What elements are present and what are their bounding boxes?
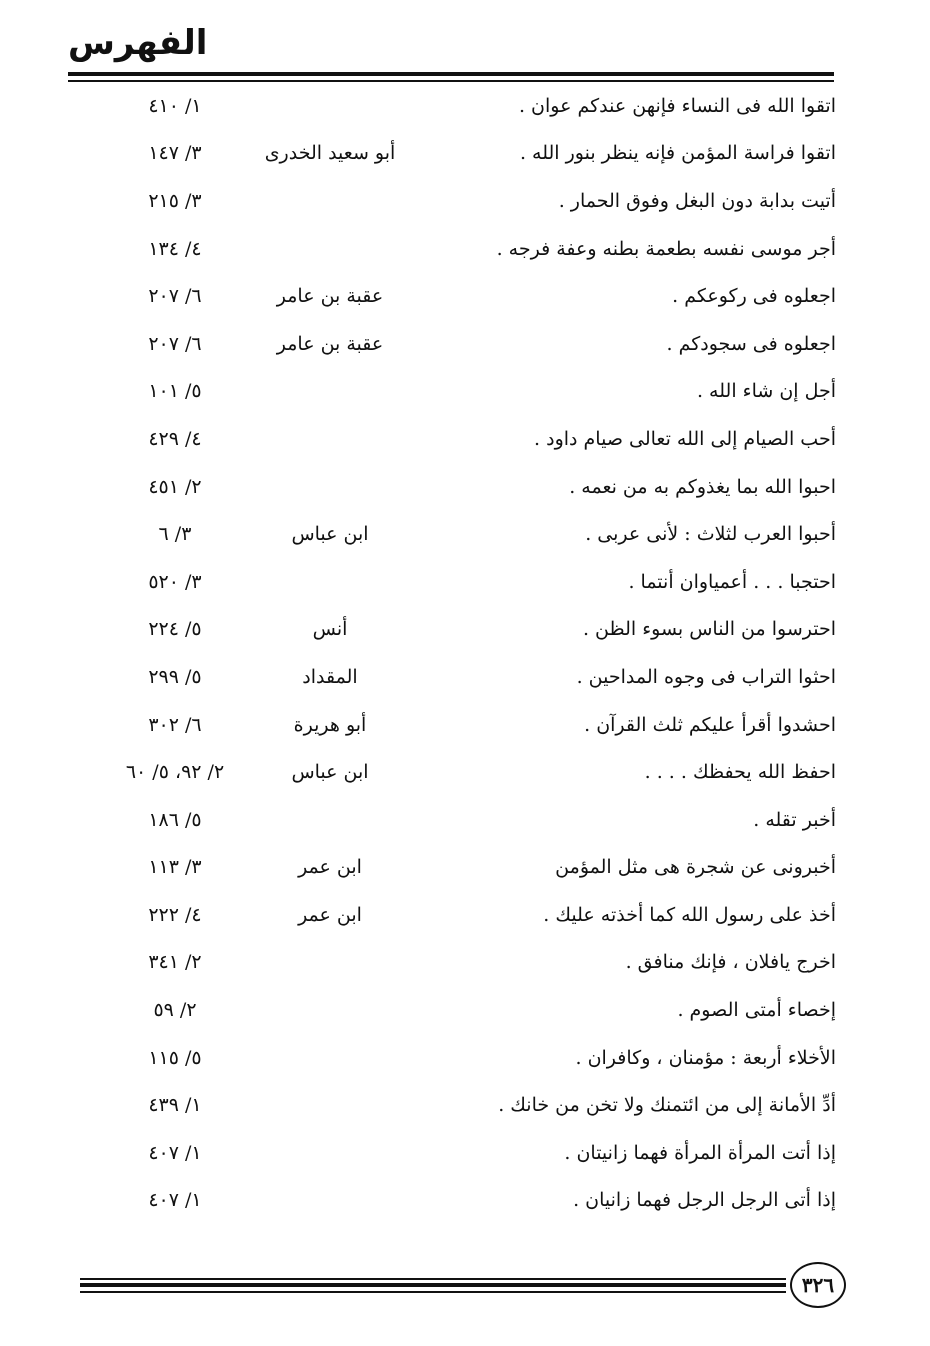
index-row	[0, 748, 930, 796]
hadith-text: أجل إن شاء الله .	[696, 380, 836, 403]
narrator: ابن عباس	[291, 523, 369, 546]
hadith-text: أحب الصيام إلى الله تعالى صيام داود .	[534, 427, 836, 450]
index-row	[0, 225, 930, 273]
narrator: المقداد	[302, 665, 358, 688]
hadith-text: أخبرونى عن شجرة هى مثل المؤمن	[555, 856, 836, 879]
narrator: أبو هريرة	[293, 713, 367, 736]
hadith-text: اخرج يافلان ، فإنك منافق .	[625, 951, 836, 974]
hadith-text: أجر موسى نفسه بطعمة بطنه وعفة فرجه .	[496, 237, 836, 260]
index-row	[0, 653, 930, 701]
hadith-text: احثوا التراب فى وجوه المداحين .	[576, 665, 836, 688]
hadith-text: أدِّ الأمانة إلى من ائتمنك ولا تخن من خانك .	[498, 1094, 836, 1117]
hadith-text: اجعلوه فى سجودكم .	[666, 332, 836, 355]
volume-page-ref: ١/ ٤١٠	[148, 94, 202, 117]
index-row	[0, 558, 930, 606]
volume-page-ref: ٦/ ٣٠٢	[148, 713, 202, 736]
index-row	[0, 606, 930, 654]
volume-page-ref: ٥/ ١٨٦	[148, 808, 202, 831]
hadith-text: أتيت بدابة دون البغل وفوق الحمار .	[558, 189, 836, 212]
index-row	[0, 272, 930, 320]
hadith-text: اتقوا فراسة المؤمن فإنه ينظر بنور الله .	[519, 142, 836, 165]
hadith-text: إذا أتى الرجل الرجل فهما زانيان .	[573, 1189, 836, 1212]
volume-page-ref: ٥/ ٢٢٤	[148, 618, 202, 641]
narrator: أنس	[312, 618, 348, 641]
hadith-text: احشدوا أقرأ عليكم ثلث القرآن .	[584, 713, 836, 736]
header-rule-thick	[68, 72, 834, 76]
narrator: ابن عباس	[291, 761, 369, 784]
index-row	[0, 1081, 930, 1129]
index-row	[0, 1177, 930, 1225]
volume-page-ref: ١/ ٤٠٧	[148, 1141, 202, 1164]
narrator: ابن عمر	[298, 856, 362, 879]
index-row	[0, 986, 930, 1034]
volume-page-ref: ٤/ ١٣٤	[148, 237, 202, 260]
volume-page-ref: ١/ ٤٠٧	[148, 1189, 202, 1212]
volume-page-ref: ٣/ ٦	[158, 523, 192, 546]
volume-page-ref: ٢/ ٤٥١	[148, 475, 202, 498]
narrator: عقبة بن عامر	[276, 285, 384, 308]
footer-rule-thin-bottom	[80, 1291, 786, 1293]
volume-page-ref: ٤/ ٤٢٩	[148, 427, 202, 450]
volume-page-ref: ٢/ ٩٢، ٥/ ٦٠	[125, 761, 225, 784]
volume-page-ref: ٤/ ٢٢٢	[148, 903, 202, 926]
hadith-text: احترسوا من الناس بسوء الظن .	[582, 618, 836, 641]
index-row	[0, 510, 930, 558]
volume-page-ref: ٣/ ١١٣	[148, 856, 202, 879]
index-row	[0, 415, 930, 463]
hadith-text: أخبر تقله .	[753, 808, 836, 831]
index-row	[0, 82, 930, 130]
volume-page-ref: ٢/ ٣٤١	[148, 951, 202, 974]
index-table	[0, 82, 930, 1224]
index-row	[0, 796, 930, 844]
hadith-text: إخصاء أمتى الصوم .	[677, 999, 836, 1022]
volume-page-ref: ٣/ ٥٢٠	[148, 570, 202, 593]
hadith-text: الأخلاء أربعة : مؤمنان ، وكافران .	[575, 1046, 836, 1069]
index-row	[0, 891, 930, 939]
footer-rule-thick	[80, 1283, 786, 1287]
hadith-text: أحبوا العرب لثلاث : لأنى عربى .	[585, 523, 836, 546]
hadith-text: أخذ على رسول الله كما أخذته عليك .	[543, 903, 836, 926]
index-row	[0, 130, 930, 178]
index-row	[0, 1034, 930, 1082]
index-row	[0, 939, 930, 987]
hadith-text: إذا أتت المرأة المرأة فهما زانيتان .	[564, 1141, 836, 1164]
index-row	[0, 368, 930, 416]
volume-page-ref: ٣/ ١٤٧	[148, 142, 202, 165]
volume-page-ref: ٥/ ١٠١	[148, 380, 202, 403]
hadith-text: اجعلوه فى ركوعكم .	[672, 285, 836, 308]
narrator: عقبة بن عامر	[276, 332, 384, 355]
index-row	[0, 844, 930, 892]
index-row	[0, 177, 930, 225]
hadith-text: احبوا الله بما يغذوكم به من نعمه .	[569, 475, 836, 498]
volume-page-ref: ٦/ ٢٠٧	[148, 285, 202, 308]
narrator: ابن عمر	[298, 903, 362, 926]
volume-page-ref: ٥/ ١١٥	[148, 1046, 202, 1069]
page-title: الفهرس	[68, 23, 208, 63]
volume-page-ref: ٦/ ٢٠٧	[148, 332, 202, 355]
volume-page-ref: ٣/ ٢١٥	[148, 189, 202, 212]
index-row	[0, 320, 930, 368]
page-number: ٣٢٦	[790, 1262, 846, 1308]
narrator: أبو سعيد الخدرى	[264, 142, 396, 165]
volume-page-ref: ٥/ ٢٩٩	[148, 665, 202, 688]
footer-rule-thin-top	[80, 1278, 786, 1280]
hadith-text: اتقوا الله فى النساء فإنهن عندكم عوان .	[518, 94, 836, 117]
index-row	[0, 701, 930, 749]
index-row	[0, 1129, 930, 1177]
index-row	[0, 463, 930, 511]
volume-page-ref: ١/ ٤٣٩	[148, 1094, 202, 1117]
hadith-text: احفظ الله يحفظك . . . .	[644, 761, 836, 784]
hadith-text: احتجبا . . . أعمياوان أنتما .	[628, 570, 836, 593]
volume-page-ref: ٢/ ٥٩	[153, 999, 197, 1022]
